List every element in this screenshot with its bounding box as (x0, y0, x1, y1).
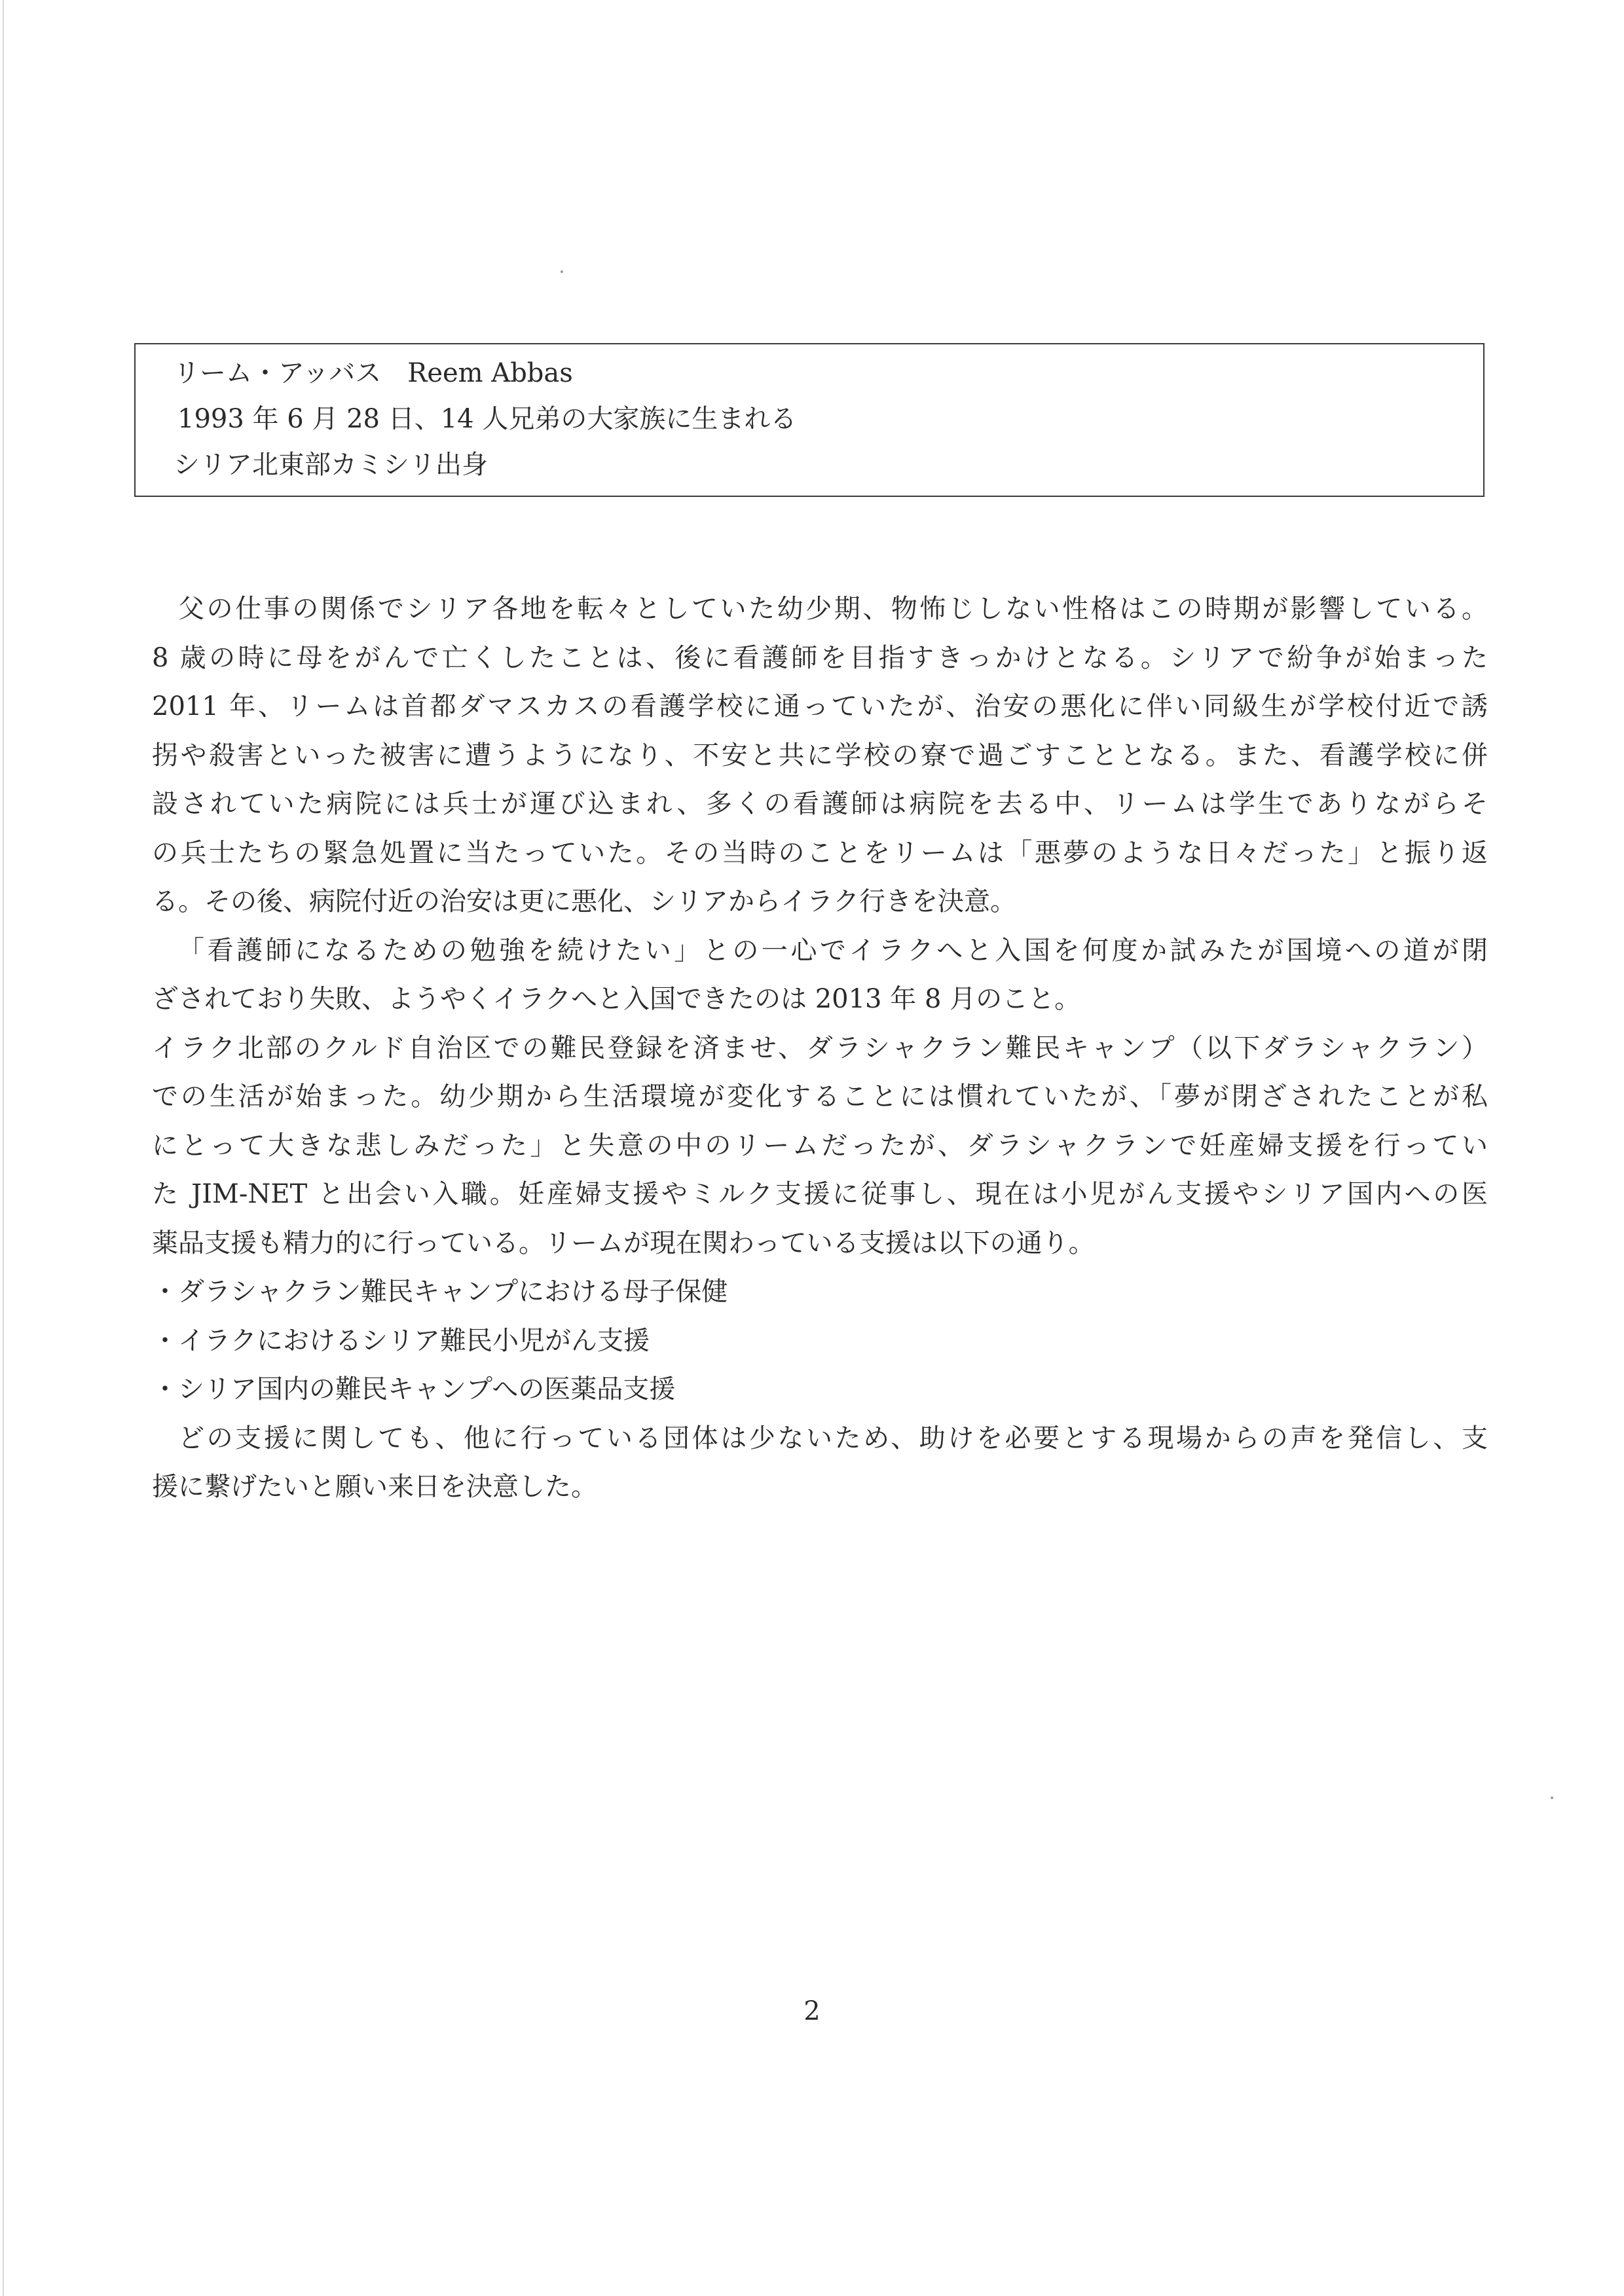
body-line: 2011 年、リームは首都ダマスカスの看護学校に通っていたが、治安の悪化に伴い同級生が学校付近で誘 (152, 691, 1488, 721)
profile-name-en: Reem Abbas (407, 358, 573, 388)
body-line: 援に繋げたいと願い来日を決意した。 (152, 1472, 597, 1502)
profile-name-ja: リーム・アッバス (174, 358, 382, 388)
body-line: 薬品支援も精力的に行っている。リームが現在関わっている支援は以下の通り。 (152, 1228, 1095, 1258)
body-line: の兵士たちの緊急処置に当たっていた。その当時のことをリームは「悪夢のような日々だった」と振り返 (152, 837, 1488, 868)
scan-edge (3, 0, 4, 2296)
body-line: 拐や殺害といった被害に遭うようになり、不安と共に学校の寮で過ごすこととなる。また、看護学校に併 (152, 740, 1488, 771)
body-line: にとって大きな悲しみだった」と失意の中のリームだったが、ダラシャクランで妊産婦支援を行ってい (152, 1130, 1488, 1161)
body-line: どの支援に関しても、他に行っている団体は少ないため、助けを必要とする現場からの声を発信し、支 (178, 1423, 1488, 1453)
body-line: ざされており失敗、ようやくイラクへと入国できたのは 2013 年 8 月のこと。 (152, 984, 1081, 1014)
body-line: た JIM-NET と出会い入職。妊産婦支援やミルク支援に従事し、現在は小児がん支援やシリア国内への医 (152, 1179, 1488, 1209)
profile-box (134, 343, 1485, 497)
scan-speck (1551, 1796, 1553, 1799)
body-line: での生活が始まった。幼少期から生活環境が変化することには慣れていたが、「夢が閉ざされたことが私 (152, 1082, 1488, 1112)
bullet-item: ・シリア国内の難民キャンプへの医薬品支援 (152, 1374, 676, 1404)
profile-birth: 1993 年 6 月 28 日、14 人兄弟の大家族に生まれる (177, 404, 797, 434)
page-number: 2 (803, 1996, 821, 2026)
profile-name (174, 357, 573, 389)
bullet-item: ・ダラシャクラン難民キャンプにおける母子保健 (152, 1277, 728, 1307)
scan-speck (561, 270, 563, 273)
bullet-item: ・イラクにおけるシリア難民小児がん支援 (152, 1325, 650, 1356)
body-line: 8 歳の時に母をがんで亡くしたことは、後に看護師を目指すきっかけとなる。シリアで紛争が始まった (152, 642, 1488, 673)
body-line: 「看護師になるための勉強を続けたい」との一心でイラクへと入国を何度か試みたが国境への道が閉 (178, 935, 1488, 966)
body-line: 設されていた病院には兵士が運び込まれ、多くの看護師は病院を去る中、リームは学生でありながらそ (152, 789, 1488, 819)
body-line: イラク北部のクルド自治区での難民登録を済ませ、ダラシャクラン難民キャンプ（以下ダラシャクラン） (152, 1032, 1488, 1063)
profile-origin: シリア北東部カミシリ出身 (174, 450, 488, 480)
body-text (152, 585, 1488, 1512)
body-line: 父の仕事の関係でシリア各地を転々としていた幼少期、物怖じしない性格はこの時期が影響している。 (178, 594, 1488, 624)
body-line: る。その後、病院付近の治安は更に悪化、シリアからイラク行きを決意。 (152, 886, 1016, 917)
